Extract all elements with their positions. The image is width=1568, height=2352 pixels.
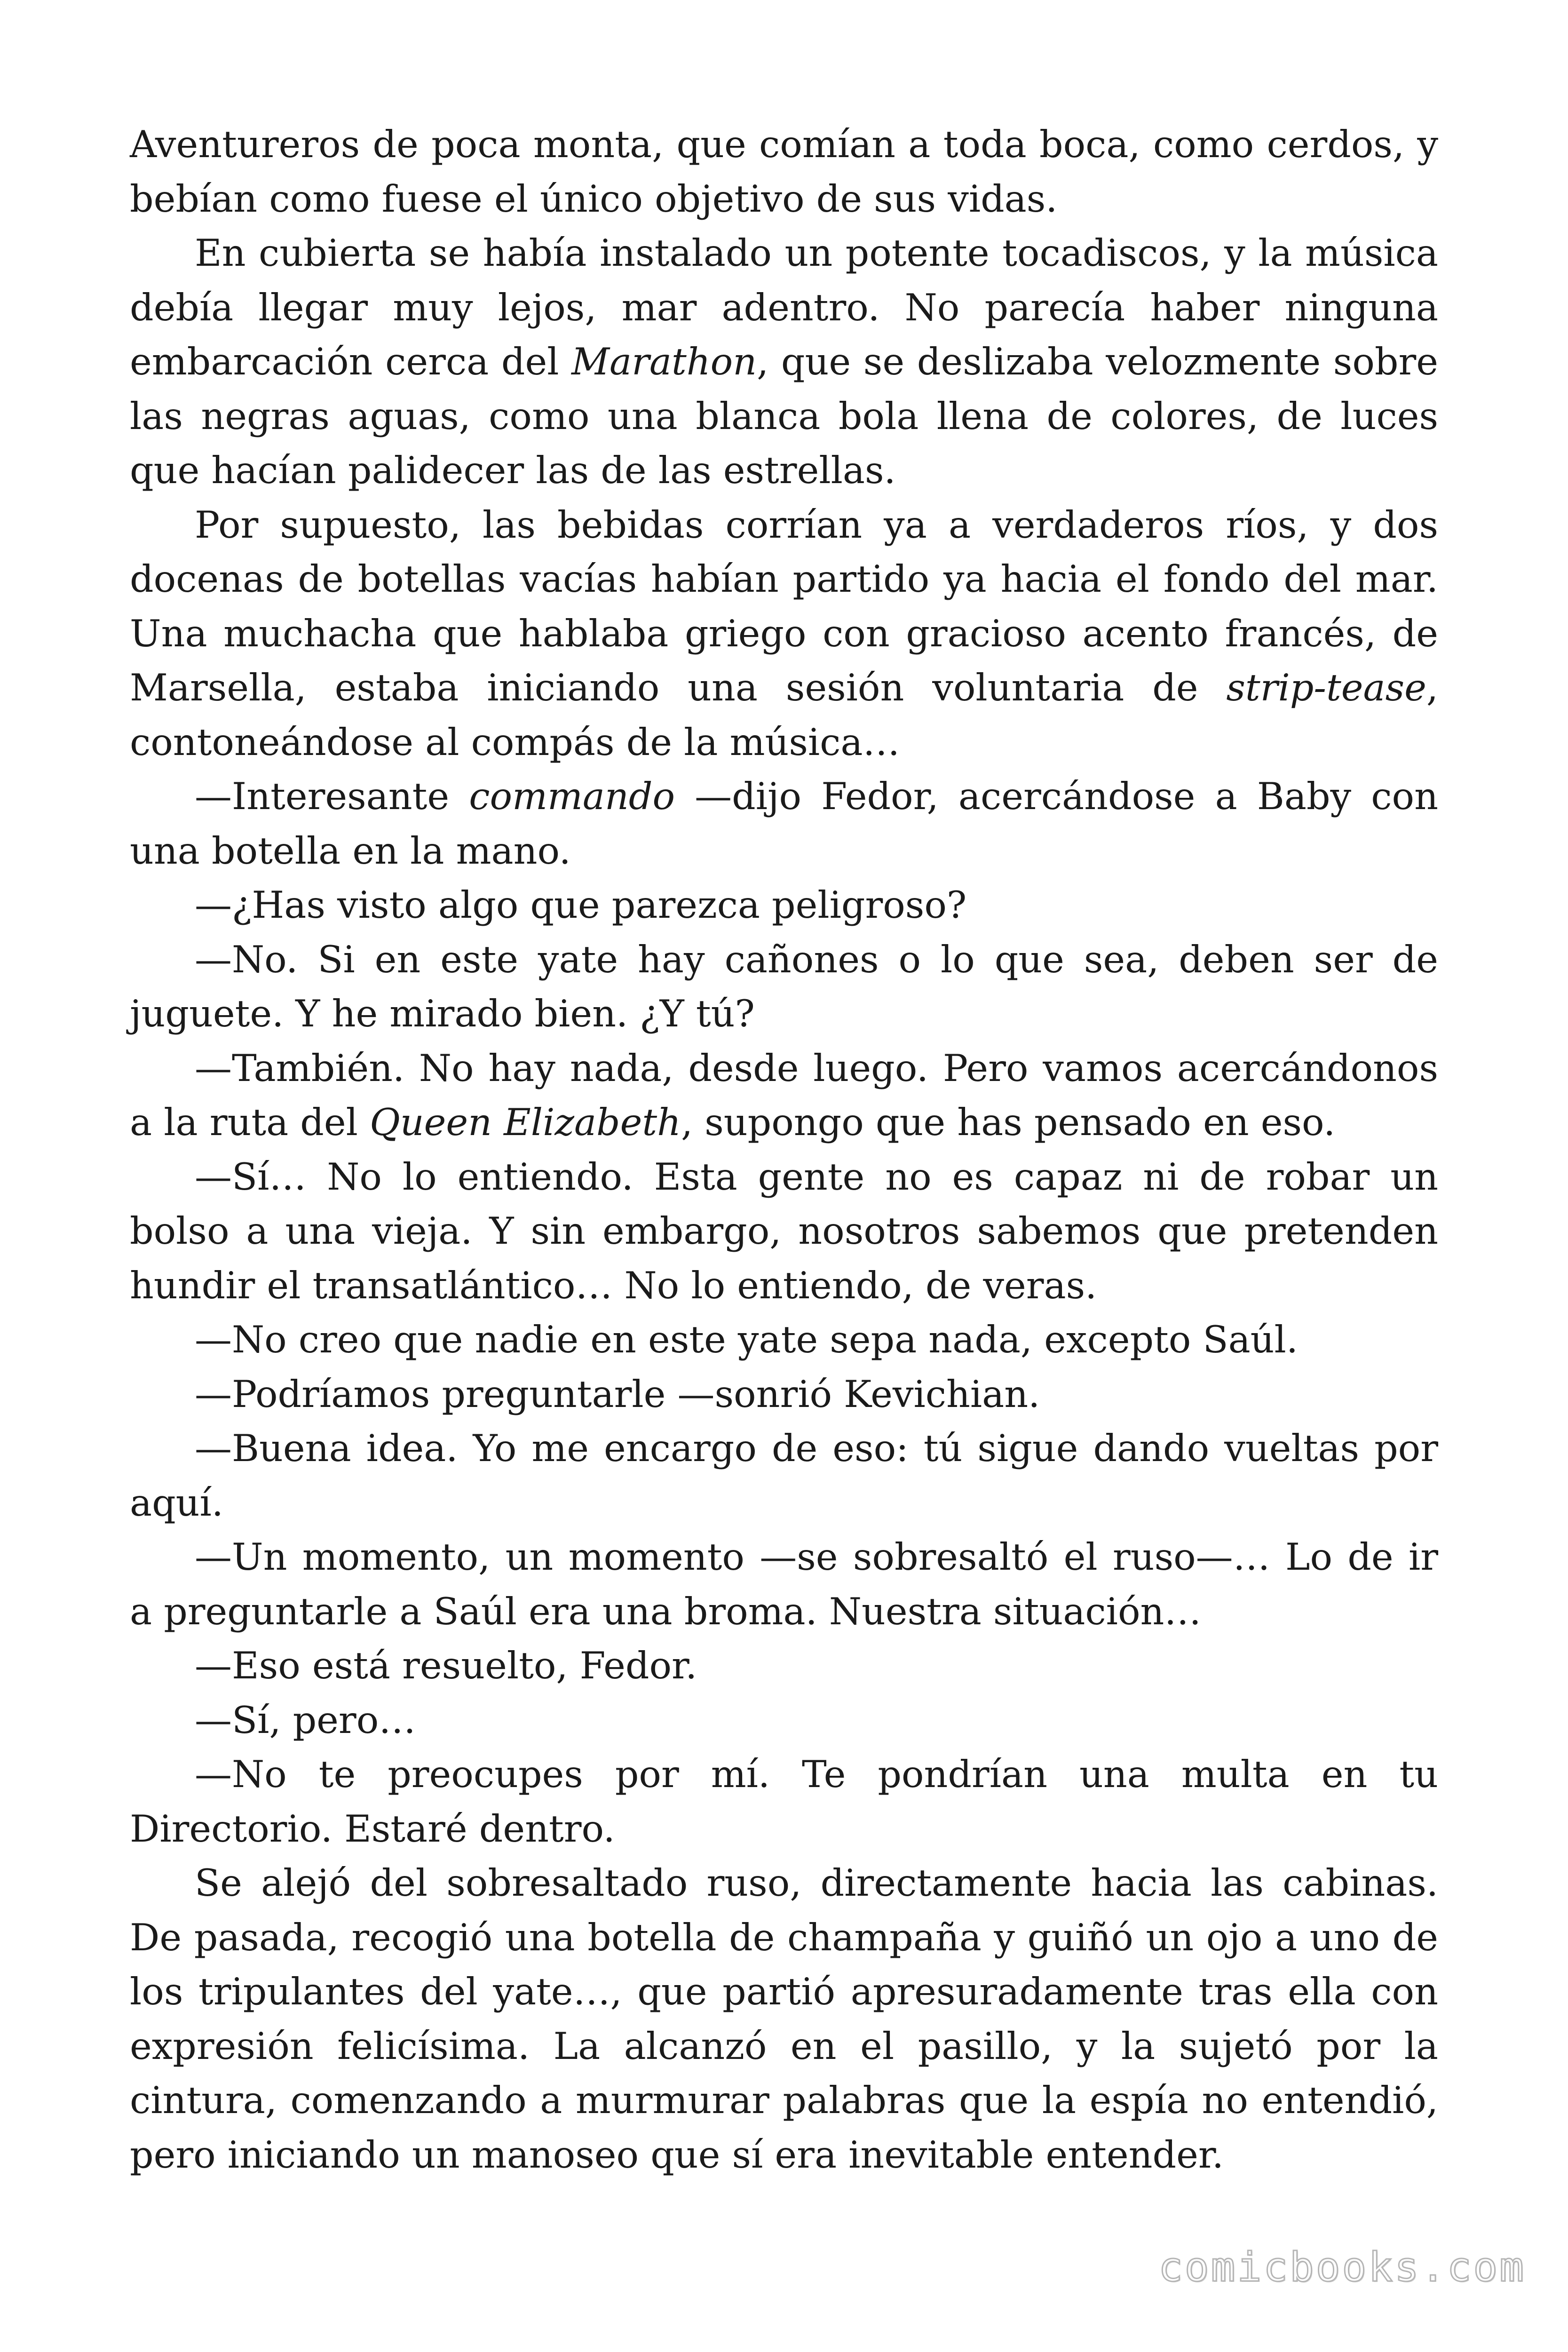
text-run: —Podríamos preguntarle —sonrió Kevichian. [195,1372,1040,1416]
text-run: , supongo que has pensado en eso. [681,1101,1336,1144]
text-run: —No creo que nadie en este yate sepa nada, excepto Saúl. [195,1318,1298,1361]
italic-text: strip-tease [1226,666,1426,709]
text-run: —También. No hay nada, desde luego. Pero vamos acercándonos a la ruta del [130,1046,1438,1144]
italic-text: Marathon [571,340,757,383]
text-run: —Sí, pero… [195,1698,416,1742]
paragraph [130,1422,1438,1530]
text-run: —Sí… No lo entiendo. Esta gente no es capaz ni de robar un bolso a una vieja. Y sin embargo, nosotros sabemos que pretenden hundir el transatlántico… No lo entiendo, de veras. [130,1155,1438,1307]
paragraph [130,770,1438,878]
italic-text: commando [469,775,675,818]
paragraph [130,1748,1438,1856]
italic-text: Queen Elizabeth [370,1101,681,1144]
watermark: comicbooks.com [1158,2244,1526,2291]
paragraph [130,226,1438,498]
text-run: En cubierta se había instalado un potente tocadiscos, y la música debía llegar muy lejos, mar adentro. No parecía haber ninguna embarcación cerca del [130,231,1438,383]
text-run: —¿Has visto algo que parezca peligroso? [195,883,967,927]
paragraph [130,1856,1438,2182]
paragraph [130,878,1438,933]
text-run: Se alejó del sobresaltado ruso, directamente hacia las cabinas. De pasada, recogió una botella de champaña y guiñó un ojo a uno de los tripulantes del yate…, que partió apresuradamente tras ella con expresión felicísima. La alcanzó en el pasillo, y la sujetó por la cintura, comenzando a murmurar palabras que la espía no entendió, pero iniciando un manoseo que sí era inevitable entender. [130,1861,1438,2177]
paragraph [130,498,1438,770]
body-text [130,118,1438,2182]
text-run: —Buena idea. Yo me encargo de eso: tú sigue dando vueltas por aquí. [130,1427,1438,1525]
paragraph [130,1150,1438,1313]
text-run: —Interesante [195,775,469,818]
paragraph [130,1530,1438,1639]
text-run: Aventureros de poca monta, que comían a toda boca, como cerdos, y bebían como fuese el único objetivo de sus vidas. [130,123,1438,221]
paragraph [130,1041,1438,1150]
paragraph [130,1639,1438,1693]
text-run: —Eso está resuelto, Fedor. [195,1644,697,1687]
paragraph [130,1367,1438,1422]
text-run: , que se deslizaba velozmente sobre las negras aguas, como una blanca bola llena de colores, de luces que hacían palidecer las de las estrellas. [130,340,1438,492]
text-run: —No te preocupes por mí. Te pondrían una multa en tu Directorio. Estaré dentro. [130,1753,1438,1851]
paragraph [130,933,1438,1041]
text-run: —No. Si en este yate hay cañones o lo que sea, deben ser de juguete. Y he mirado bien. ¿Y tú? [130,938,1438,1035]
paragraph [130,1313,1438,1367]
paragraph [130,1693,1438,1748]
paragraph [130,118,1438,226]
text-run: —Un momento, un momento —se sobresaltó el ruso—… Lo de ir a preguntarle a Saúl era una broma. Nuestra situación… [130,1535,1438,1633]
text-run: Por supuesto, las bebidas corrían ya a verdaderos ríos, y dos docenas de botellas vacías habían partido ya hacia el fondo del mar. Una muchacha que hablaba griego con gracioso acento francés, de Marsella, estaba iniciando una sesión voluntaria de [130,503,1438,709]
text-run: , contoneándose al compás de la música… [130,666,1438,764]
text-run: —dijo Fedor, acercándose a Baby con una botella en la mano. [130,775,1438,873]
